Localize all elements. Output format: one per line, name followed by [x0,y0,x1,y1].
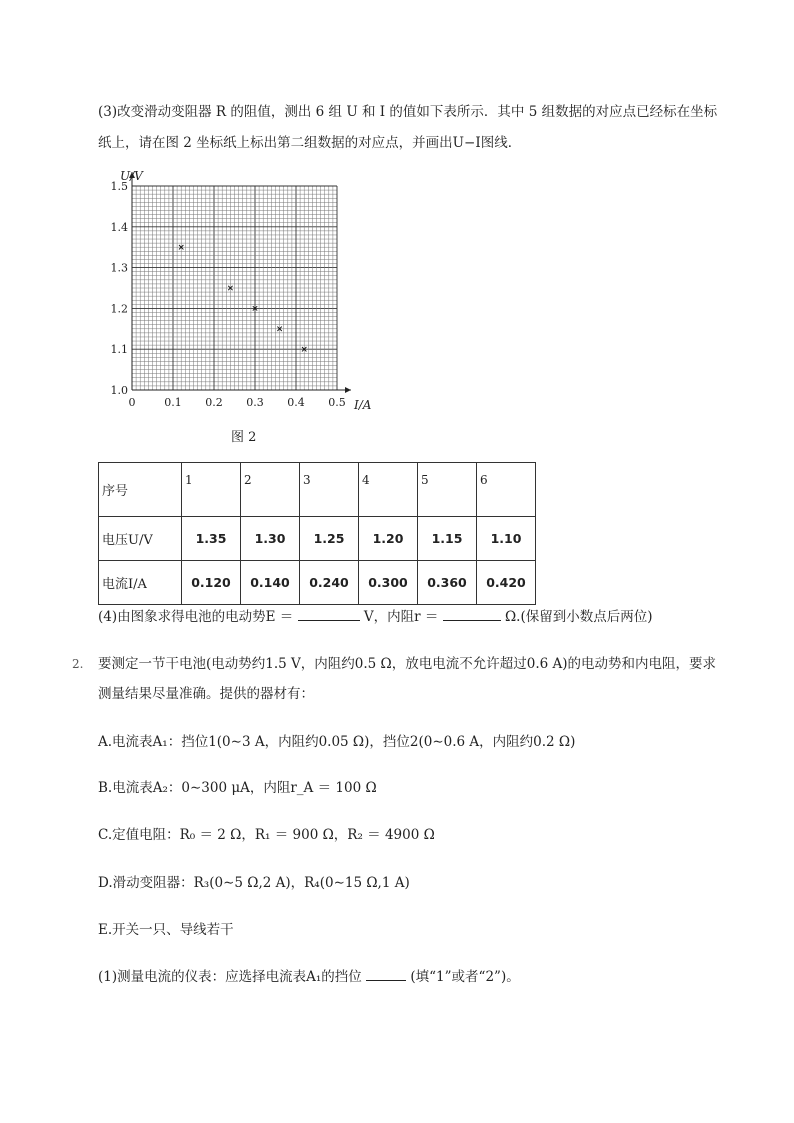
problem-number: 2. [72,657,84,671]
option-b: B.电流表A₂：0∼300 μA，内阻r_A ＝ 100 Ω [98,780,377,796]
table-cell: 1.15 [418,517,477,561]
option-a: A.电流表A₁：挡位1(0∼3 A，内阻约0.05 Ω)，挡位2(0∼0.6 A，内阻约0.2 Ω) [98,734,576,750]
table-cell: 1.30 [241,517,300,561]
q4-line [98,607,653,627]
x-axis-label: I/A [354,398,372,412]
x-tick-label: 0.5 [328,396,346,409]
option-e: E.开关一只、导线若干 [98,922,234,938]
resistance-answer-blank[interactable] [443,620,501,621]
y-tick-label: 1.5 [110,180,128,193]
problem2-line-2: 测量结果尽量准确。提供的器材有： [98,686,314,702]
table-cell: 0.420 [477,561,536,605]
table-cell: 4 [359,463,418,517]
u-i-chart [98,166,388,456]
q4-suffix: Ω.(保留到小数点后两位) [504,609,653,625]
data-table [98,462,536,605]
table-cell: 0.140 [241,561,300,605]
option-c: C.定值电阻：R₀ ＝ 2 Ω，R₁ ＝ 900 Ω，R₂ ＝ 4900 Ω [98,827,435,843]
y-tick-label: 1.2 [110,302,128,316]
table-cell: 1.35 [182,517,241,561]
emf-answer-blank[interactable] [298,620,360,621]
q4-prefix: (4)由图象求得电池的电动势E ＝ [98,609,294,625]
sub1-suffix: (填“1”或者“2”)。 [410,969,520,985]
table-row-label: 序号 [99,463,182,517]
table-row-index [99,463,536,517]
table-row-current [99,561,536,605]
chart-grid [132,186,337,390]
table-row-label: 电压U/V [99,517,182,561]
problem2-line-1: 要测定一节干电池(电动势约1.5 V，内阻约0.5 Ω，放电电流不允许超过0.6 A)的电动势和内电阻，要求 [98,656,717,672]
table-cell: 0.240 [300,561,359,605]
chart-axes [129,172,351,393]
y-tick-label: 1.4 [110,220,128,234]
range-answer-blank[interactable] [366,980,406,981]
table-cell: 3 [300,463,359,517]
x-tick-label: 0.2 [205,396,223,409]
table-cell: 0.120 [182,561,241,605]
figure-2 [98,166,388,460]
table-cell: 1.25 [300,517,359,561]
table-row-voltage [99,517,536,561]
x-tick-label: 0.4 [287,396,305,409]
table-row-label: 电流I/A [99,561,182,605]
y-tick-label: 1.1 [110,343,128,357]
table-cell: 1.20 [359,517,418,561]
table-cell: 1 [182,463,241,517]
table-cell: 5 [418,463,477,517]
figure-caption: 图 2 [231,430,257,445]
table-cell: 1.10 [477,517,536,561]
x-tick-label: 0.3 [246,396,264,409]
y-axis-label: U/V [120,169,143,183]
q3-line-1: (3)改变滑动变阻器 R 的阻值，测出 6 组 U 和 I 的值如下表所示．其中 5 组数据的对应点已经标在坐标 [98,104,718,120]
x-tick-label: 0 [128,396,136,409]
table-cell: 0.360 [418,561,477,605]
table-cell: 6 [477,463,536,517]
sub1-prefix: (1)测量电流的仪表：应选择电流表A₁的挡位 [98,969,362,985]
option-d: D.滑动变阻器：R₃(0∼5 Ω,2 A)，R₄(0∼15 Ω,1 A) [98,875,410,891]
x-axis-arrow [345,387,351,393]
table-cell: 2 [241,463,300,517]
y-tick-label: 1.0 [110,384,128,397]
y-tick-label: 1.3 [110,261,128,275]
q3-line-2: 纸上，请在图 2 坐标纸上标出第二组数据的对应点，并画出U−I图线． [98,135,522,151]
table-cell: 0.300 [359,561,418,605]
q4-mid: V，内阻r ＝ [363,609,439,625]
x-tick-label: 0.1 [164,396,182,409]
sub-question-1 [98,967,520,987]
